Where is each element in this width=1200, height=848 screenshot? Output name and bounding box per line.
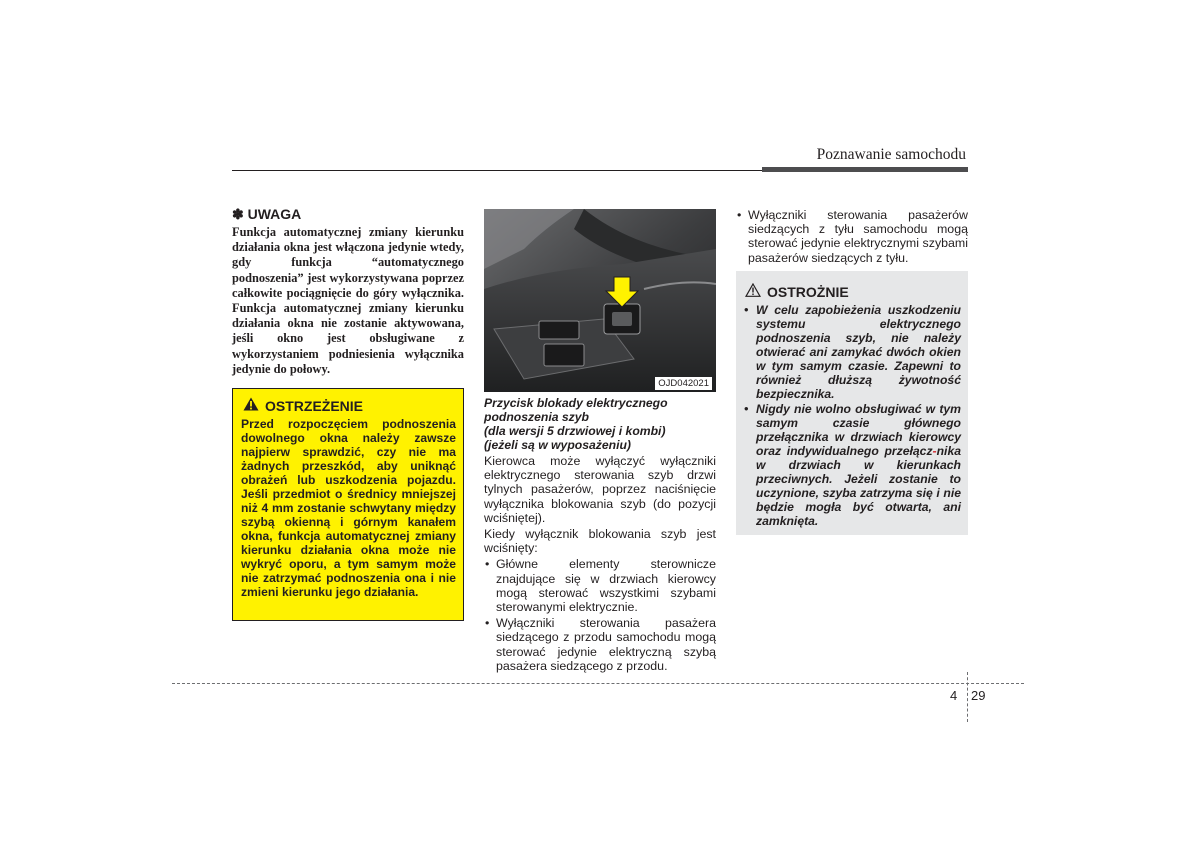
caution-list — [743, 303, 961, 529]
body-paragraph: Kiedy wyłącznik blokowania szyb jest wciśnięty: — [484, 527, 716, 556]
caution-box — [736, 271, 968, 535]
caption-line: (dla wersji 5 drzwiowej i kombi) — [484, 424, 666, 438]
list-item — [743, 402, 961, 528]
caution-title — [745, 283, 849, 300]
caution-title-text: OSTROŻNIE — [767, 283, 849, 300]
body-text — [484, 454, 716, 675]
warning-triangle-icon — [243, 397, 259, 414]
note-heading: ✽ UWAGA — [232, 206, 302, 222]
caption-line: (jeżeli są w wyposażeniu) — [484, 438, 631, 452]
page-number: 29 — [971, 688, 986, 703]
caution-text: Nigdy nie wolno obsługiwać w tym samym czasie głównego przełącznika w drzwiach kierowcy oraz indywidualnego przełącz — [756, 402, 961, 458]
caution-text: nika w drzwiach w kierunkach przeciwnych. Jeżeli zostanie to uczynione, szyba zatrzyma się i nie będzie mogła być otwarta, ani zamknięta. — [756, 444, 961, 528]
header-rule — [232, 170, 762, 171]
list-item: • Wyłączniki sterowania pasażera siedzącego z przodu samochodu mogą sterować jedynie elektryczną szybą pasażera siedzącego z przodu. — [484, 616, 716, 673]
warning-box — [232, 388, 464, 621]
chapter-number: 4 — [950, 688, 958, 703]
caption-line: Przycisk blokady elektrycznego podnoszenia szyb — [484, 396, 668, 424]
body-paragraph: Kierowca może wyłączyć wyłączniki elektrycznego sterowania szyb drzwi tylnych pasażerów, poprzez naciśnięcie wyłącznika blokowania szyb (do pozycji wciśniętej). — [484, 454, 716, 525]
header-rule-accent — [762, 167, 968, 172]
bullet-list — [736, 208, 968, 265]
warning-title — [243, 397, 363, 414]
window-lock-switch-photo — [484, 209, 716, 392]
note-body: Funkcja automatycznej zmiany kierunku działania okna jest włączona jedynie wtedy, gdy funkcja “automatycznego podnoszenia” jest wykorzystywana poprzez całkowite pociągnięcie do góry wyłącznika. Funkcja automatycznej zmiany kierunku działania okna nie zostanie aktywowana, jeśli okno jest obsługiwane z wykorzystaniem podniesienia wyłącznika jedynie do połowy. — [232, 225, 464, 376]
note-section — [232, 206, 464, 377]
section-title: Poznawanie samochodu — [816, 146, 966, 163]
figure-caption — [484, 396, 716, 452]
body-text-continued — [736, 208, 968, 267]
footer-rule — [172, 683, 1024, 684]
caution-triangle-icon — [745, 283, 761, 300]
bullet-list — [484, 557, 716, 673]
figure-code: OJD042021 — [655, 377, 712, 390]
list-item: • Główne elementy sterownicze znajdujące się w drzwiach kierowcy mogą sterować wszystkimi szybami sterowanymi elektrycznie. — [484, 557, 716, 614]
footer-divider — [967, 672, 968, 722]
warning-body: Przed rozpoczęciem podnoszenia dowolnego okna należy zawsze najpierw sprawdzić, czy nie ma żadnych przeszkód, aby uniknąć obrażeń lub uszkodzenia pojazdu. Jeśli przedmiot o średnicy mniejszej niż 4 mm zostanie schwytany między szybą okienną i górnym kanałem okna, funkcja automatycznej zmiany kierunku działania okna może nie wykryć oporu, a tym samym może nie zatrzymać podnoszenia ona i nie zmieni kierunku jego działania. — [241, 417, 456, 599]
warning-title-text: OSTRZEŻENIE — [265, 397, 364, 414]
hyphen-mark: - — [932, 444, 937, 458]
list-item: • Wyłączniki sterowania pasażerów siedzących z tyłu samochodu mogą sterować jedynie elektrycznymi szybami pasażerów siedzących z tyłu. — [736, 208, 968, 265]
list-item: • W celu zapobieżenia uszkodzeniu systemu elektrycznego podnoszenia szyb, nie należy otwierać ani zamykać dwóch okien w tym samym czasie. Zapewni to również dłuższą żywotność bezpiecznika. — [743, 303, 961, 401]
